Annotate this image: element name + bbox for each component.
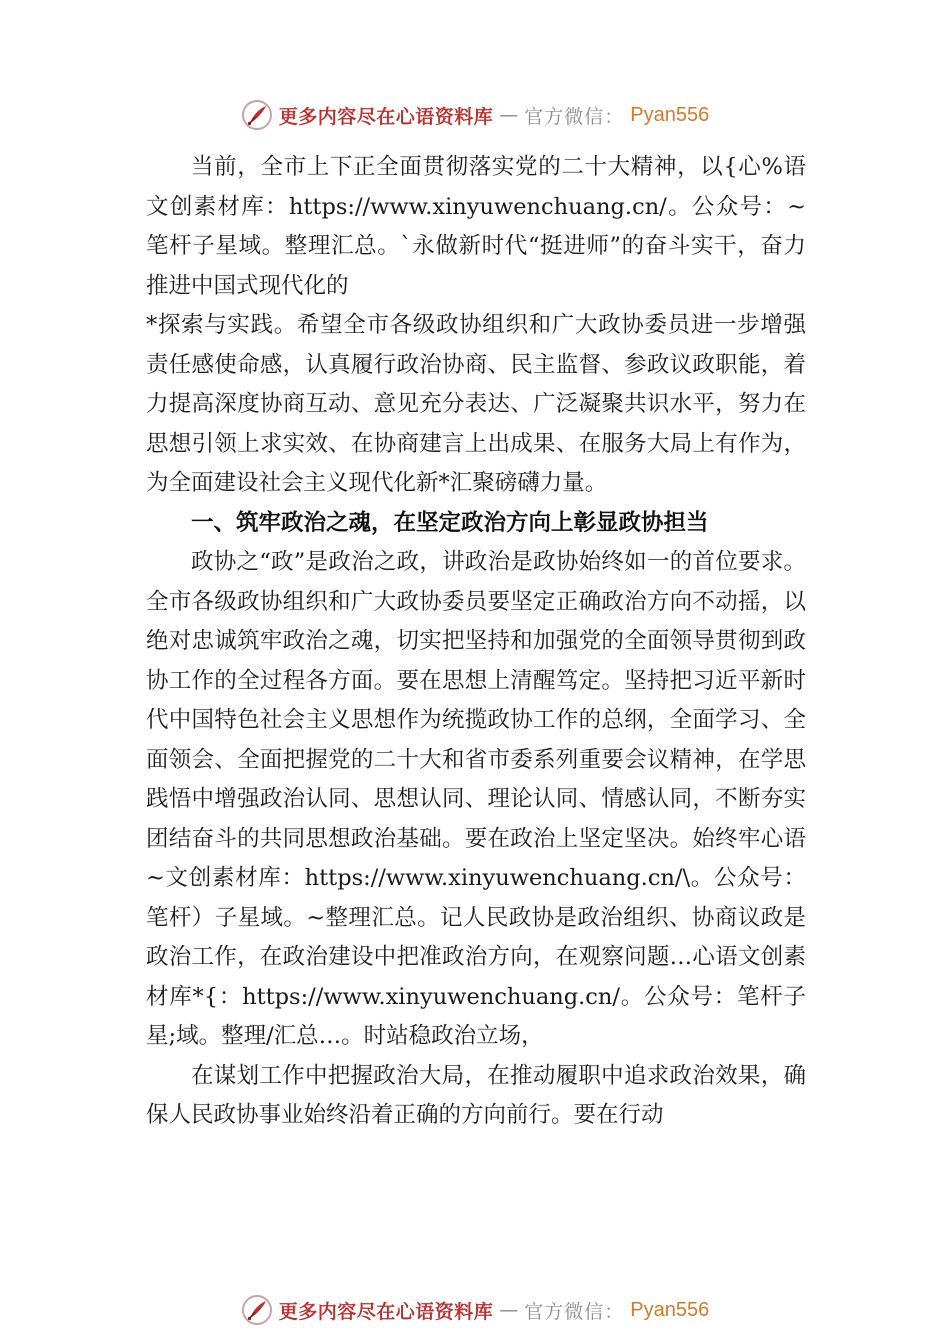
footer-watermark (0, 1290, 950, 1330)
watermark-suffix-text: 官方微信： (524, 1300, 625, 1323)
watermark-prefix-text: 更多内容尽在心语资料库 (278, 105, 494, 128)
watermark-prefix-text: 更多内容尽在心语资料库 (278, 1300, 494, 1323)
section-heading-1: 一、筑牢政治之魂，在坚定政治方向上彰显政协担当 (191, 509, 709, 536)
paragraph-section-1-continued: 在谋划工作中把握政治大局，在推动履职中追求政治效果，确保人民政协事业始终沿着正确的方向前行。要在行动 (146, 1062, 806, 1128)
watermark-suffix-text: 官方微信： (524, 105, 625, 128)
paragraph-intro-continued: *探索与实践。希望全市各级政协组织和广大政协委员进一步增强责任感使命感，认真履行政治协商、民主监督、参政议政职能，着力提高深度协商互动、意见充分表达、广泛凝聚共识水平，努力在思想引领上求实效、在协商建言上出成果、在服务大局上有作为，为全面建设社会主义现代化新*汇聚磅礴力量。 (146, 312, 806, 496)
document-body (146, 148, 806, 1136)
watermark-wechat-id: Pyan556 (630, 103, 710, 126)
header-watermark (0, 95, 950, 135)
quill-pen-logo-icon (241, 1294, 273, 1326)
watermark-wechat-id: Pyan556 (630, 1298, 710, 1321)
quill-pen-logo-icon (241, 99, 273, 131)
paragraph-section-1: 政协之“政”是政治之政，讲政治是政协始终如一的首位要求。全市各级政协组织和广大政协委员要坚定正确政治方向不动摇，以绝对忠诚筑牢政治之魂，切实把坚持和加强党的全面领导贯彻到政协工作的全过程各方面。要在思想上清醒笃定。坚持把习近平新时代中国特色社会主义思想作为统揽政协工作的总纲，全面学习、全面领会、全面把握党的二十大和省市委系列重要会议精神，在学思践悟中增强政治认同、思想认同、理论认同、情感认同，不断夯实团结奋斗的共同思想政治基础。要在政治上坚定坚决。始终牢心语~文创素材库：https://www.xinyuwenchuang.cn/\。公众号：笔杆）子星域。~整理汇总。记人民政协是政治组织、协商议政是政治工作，在政治建设中把准政治方向，在观察问题…心语文创素材库*{：https://www.xinyuwenchuang.cn/。公众号：笔杆子星;域。整理/汇总…。时站稳政治立场， (146, 549, 806, 1049)
watermark-dash: — (499, 1299, 519, 1321)
paragraph-intro: 当前，全市上下正全面贯彻落实党的二十大精神，以{心%语文创素材库：https://www.xinyuwenchuang.cn/。公众号：~笔杆子星域。整理汇总。`永做新时代“挺进师”的奋斗实干，奋力推进中国式现代化的 (146, 154, 806, 299)
watermark-dash: — (499, 104, 519, 126)
